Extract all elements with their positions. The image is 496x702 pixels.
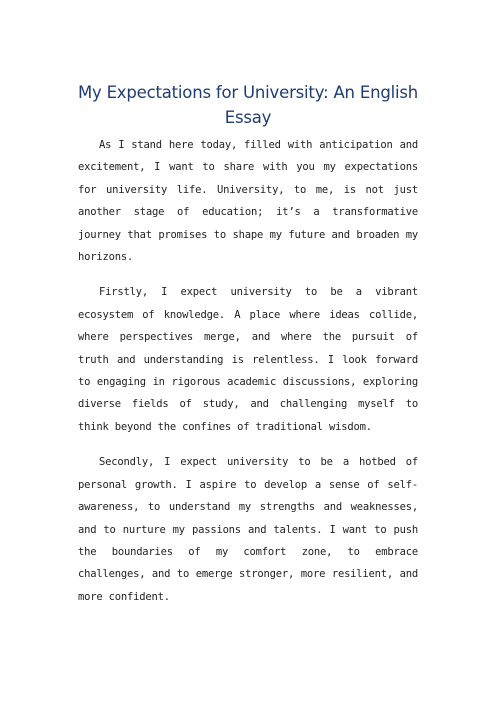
paragraph-2: Firstly, I expect university to be a vibrant ecosystem of knowledge. A place where ideas collide, where perspectives merge, and where the pursuit of truth and understanding is relentless. I look forward to engaging in rigorous academic discussions, exploring diverse fields of study, and challenging myself to think beyond the confines of traditional wisdom.	[78, 286, 418, 433]
paragraph-3: Secondly, I expect university to be a hotbed of personal growth. I aspire to develop a sense of self-awareness, to understand my strengths and weaknesses, and to nurture my passions and talents. I want to push the boundaries of my comfort zone, to embrace challenges, and to emerge stronger, more resilient, and more confident.	[78, 456, 418, 603]
essay-title: My Expectations for University: An English Essay	[77, 83, 419, 127]
paragraph-1: As I stand here today, filled with anticipation and excitement, I want to share with you my expectations for university life. University, to me, is not just another stage of education; it’s a transformative journey that promises to shape my future and broaden my horizons.	[78, 139, 418, 264]
essay-body	[78, 134, 418, 621]
